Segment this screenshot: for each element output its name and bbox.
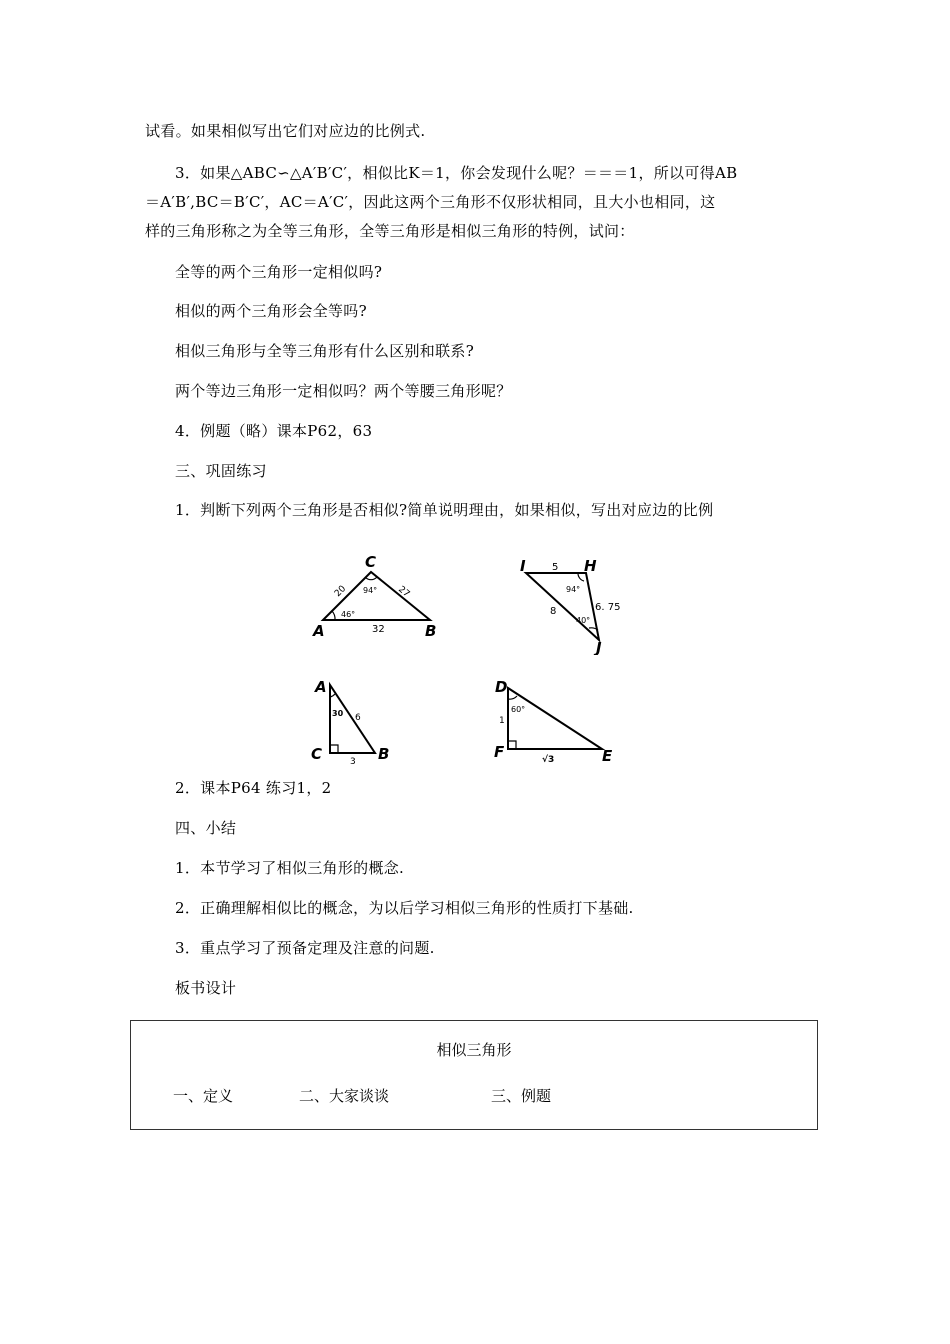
board-label: 板书设计: [175, 979, 237, 997]
paragraph-line: 样的三角形称之为全等三角形，全等三角形是相似三角形的特例，试问：: [145, 222, 635, 240]
board-item: 三、例题: [491, 1087, 552, 1105]
side-label: 20: [333, 583, 349, 600]
paragraph-line: ＝A′B′,BC＝B′C′，AC＝A′C′，因此这两个三角形不仅形状相同，且大小也相同，这: [145, 193, 716, 211]
vertex-label: H: [584, 557, 597, 575]
question-line: 两个等边三角形一定相似吗？两个等腰三角形呢？: [175, 382, 512, 400]
vertex-label: D: [495, 678, 508, 696]
angle-label: 60°: [511, 705, 526, 714]
board-item: 一、定义: [173, 1087, 234, 1105]
exercise-line: 2．课本P64 练习1，2: [175, 779, 332, 797]
summary-line: 3．重点学习了预备定理及注意的问题.: [175, 939, 435, 957]
angle-label: 30: [332, 709, 344, 718]
board-design-box: [130, 1020, 818, 1130]
vertex-label: A: [315, 678, 327, 696]
side-label: 32: [372, 624, 385, 635]
vertex-label: B: [425, 622, 437, 640]
question-line: 相似三角形与全等三角形有什么区别和联系?: [175, 342, 475, 360]
paragraph-line: 3．如果△ABC∽△A′B′C′，相似比K＝1，你会发现什么呢？＝＝＝1，所以可得AB: [175, 164, 738, 182]
section-heading: 三、巩固练习: [175, 462, 267, 480]
side-label: 6. 75: [595, 602, 621, 613]
angle-label: 94°: [566, 585, 581, 594]
triangle-abc-figure: [305, 550, 455, 645]
side-label: 8: [550, 606, 557, 617]
angle-label: 40°: [576, 616, 591, 625]
angle-label: 46°: [341, 610, 356, 619]
exercise-line: 1．判断下列两个三角形是否相似?简单说明理由，如果相似，写出对应边的比例: [175, 501, 714, 519]
summary-line: 2．正确理解相似比的概念，为以后学习相似三角形的性质打下基础.: [175, 899, 634, 917]
board-title: 相似三角形: [436, 1041, 512, 1059]
paragraph-line: 4．例题（略）课本P62，63: [175, 422, 373, 440]
side-label: 3: [350, 757, 356, 767]
vertex-label: E: [602, 747, 613, 765]
triangle-ihj-figure: [510, 555, 630, 655]
vertex-label: C: [365, 553, 377, 571]
side-label: 6: [355, 713, 361, 723]
vertex-label: F: [494, 743, 505, 761]
question-line: 相似的两个三角形会全等吗?: [175, 302, 367, 320]
side-label: 1: [499, 716, 505, 726]
vertex-label: A: [313, 622, 325, 640]
section-heading: 四、小结: [175, 819, 237, 837]
vertex-label: B: [378, 745, 390, 763]
side-label: √3: [542, 755, 555, 765]
paragraph-line: 试看。如果相似写出它们对应边的比例式.: [145, 122, 426, 140]
summary-line: 1．本节学习了相似三角形的概念.: [175, 859, 405, 877]
board-item: 二、大家谈谈: [299, 1087, 390, 1105]
vertex-label: I: [520, 557, 526, 575]
vertex-label: C: [311, 745, 323, 763]
question-line: 全等的两个三角形一定相似吗?: [175, 263, 383, 281]
vertex-label: J: [596, 639, 602, 655]
angle-label: 94°: [363, 586, 378, 595]
side-label: 27: [396, 584, 412, 600]
side-label: 5: [552, 562, 559, 573]
triangle-dfe-figure: [490, 675, 625, 770]
triangle-acb-figure: [305, 675, 405, 770]
